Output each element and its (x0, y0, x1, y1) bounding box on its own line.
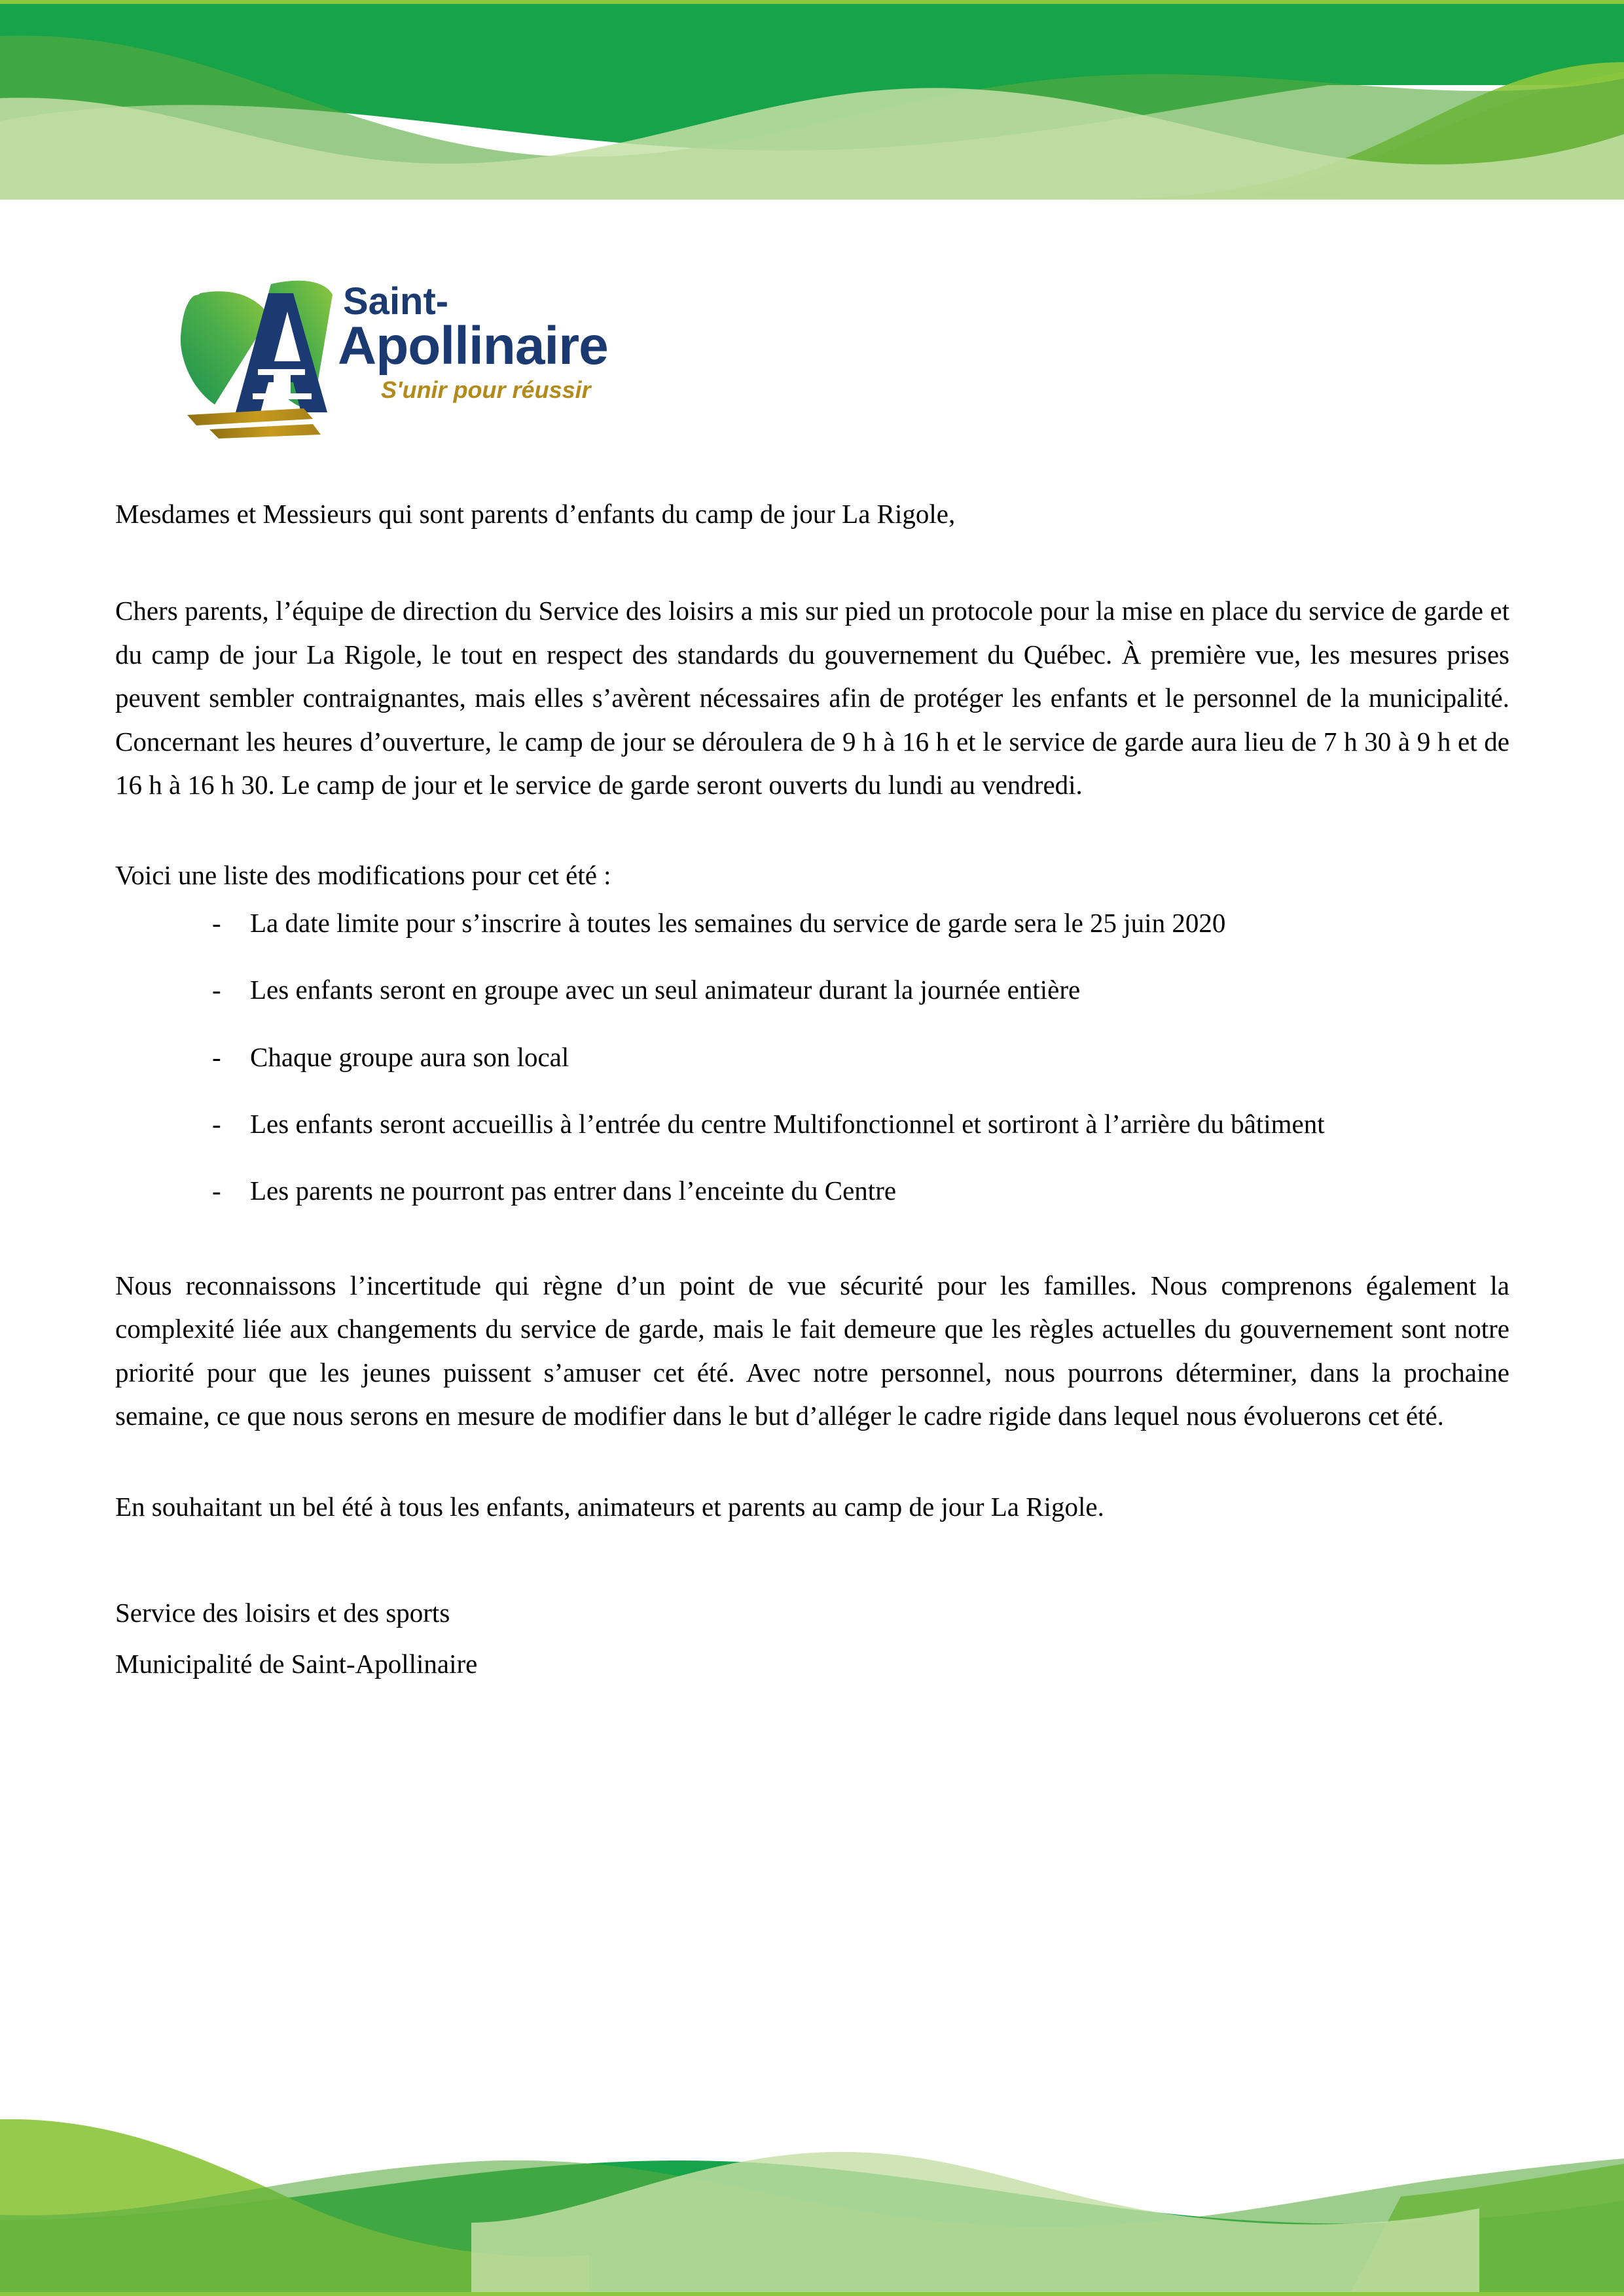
modifications-list (115, 901, 1509, 1213)
list-item (212, 968, 1509, 1011)
bullet-dash: - (212, 907, 221, 938)
bullet-dash: - (212, 1109, 221, 1139)
header-wave-graphic (0, 0, 1624, 200)
list-item (212, 901, 1509, 944)
salutation: Mesdames et Messieurs qui sont parents d’enfants du camp de jour La Rigole, (115, 499, 956, 529)
saint-apollinaire-logo (117, 274, 640, 440)
list-item-text: Les parents ne pourront pas entrer dans l’enceinte du Centre (250, 1175, 897, 1206)
paragraph-protocole: Chers parents, l’équipe de direction du Service des loisirs a mis sur pied un protocole pour la mise en place du service de garde et du camp de jour La Rigole, le tout en respect des standards du gouvernement du Québec. À première vue, les mesures prises peuvent sembler contraignantes, mais elles s’avèrent nécessaires afin de protéger les enfants et le personnel de la municipalité. Concernant les heures d’ouverture, le camp de jour se déroulera de 9 h à 16 h et le service de garde aura lieu de 7 h 30 à 9 h et de 16 h à 16 h 30. Le camp de jour et le service de garde seront ouverts du lundi au vendredi. (115, 596, 1509, 800)
bullet-dash: - (212, 1041, 221, 1072)
signature-municipality: Municipalité de Saint-Apollinaire (115, 1649, 478, 1679)
list-item-text: La date limite pour s’inscrire à toutes les semaines du service de garde sera le 25 juin 2020 (250, 907, 1226, 938)
list-item-text: Les enfants seront accueillis à l’entrée du centre Multifonctionnel et sortiront à l’arrière du bâtiment (250, 1109, 1325, 1139)
footer-wave-graphic (0, 2066, 1624, 2296)
list-item (212, 1035, 1509, 1079)
list-item-text: Les enfants seront en groupe avec un seul animateur durant la journée entière (250, 975, 1081, 1005)
footer-hairline (0, 2292, 1624, 2296)
signature-block (115, 1591, 1509, 1686)
list-item (212, 1102, 1509, 1145)
paragraph-incertitude: Nous reconnaissons l’incertitude qui règne d’un point de vue sécurité pour les familles. Nous comprenons également la complexité liée aux changements du service de garde, mais le fait demeure que les règles actuelles du gouvernement sont notre priorité pour que les jeunes puissent s’amuser cet été. Avec notre personnel, nous pourrons déterminer, dans la prochaine semaine, ce que nous serons en mesure de modifier dans le but d’alléger le cadre rigide dans lequel nous évoluerons cet été. (115, 1270, 1509, 1431)
list-item (212, 1169, 1509, 1212)
bullet-dash: - (212, 1175, 221, 1206)
header-hairline (0, 0, 1624, 4)
letter-body (115, 492, 1509, 1694)
logo-line2: Apollinaire (338, 316, 608, 376)
bullet-dash: - (212, 975, 221, 1005)
paragraph-closing: En souhaitant un bel été à tous les enfants, animateurs et parents au camp de jour La Rigole. (115, 1491, 1104, 1522)
signature-service: Service des loisirs et des sports (115, 1597, 450, 1628)
logo-line1: Saint- (343, 280, 449, 323)
logo-gold-base (187, 408, 321, 439)
modifications-intro: Voici une liste des modifications pour cet été : (115, 860, 611, 891)
logo-tagline: S'unir pour réussir (381, 376, 591, 403)
list-item-text: Chaque groupe aura son local (250, 1041, 569, 1072)
